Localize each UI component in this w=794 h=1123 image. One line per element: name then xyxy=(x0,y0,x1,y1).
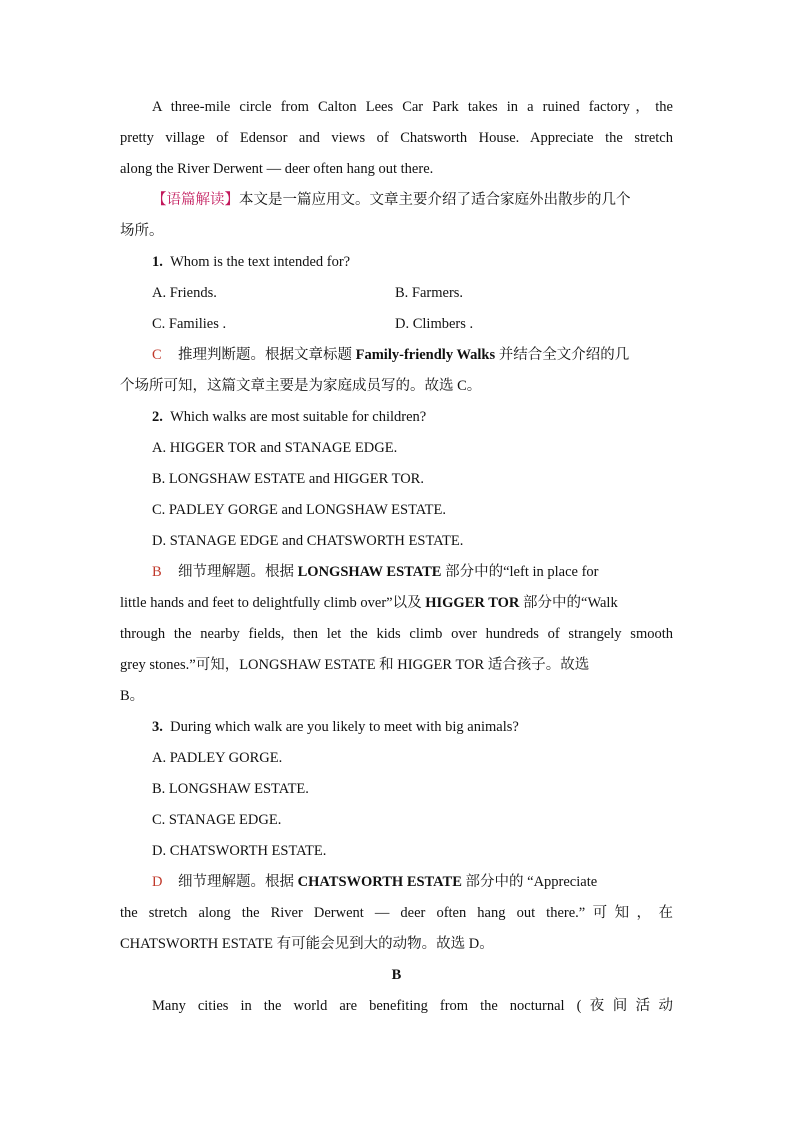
question-1-explanation-pre: 推理判断题。根据文章标题 xyxy=(178,347,352,363)
question-2-option-a: A. HIGGER TOR and STANAGE EDGE. xyxy=(152,440,398,456)
question-3-option-a: A. PADLEY GORGE. xyxy=(152,750,283,766)
question-3-explanation-pre: 细节理解题。根据 xyxy=(178,874,294,890)
passage-line-3: along the River Derwent — deer often hang out there. xyxy=(120,161,434,177)
question-3-number: 3. xyxy=(152,719,163,735)
question-3-stem: During which walk are you likely to meet with big animals? xyxy=(170,719,519,735)
question-2-explanation-line-5: B。 xyxy=(120,688,145,704)
question-1-stem: Whom is the text intended for? xyxy=(170,254,351,270)
question-3-explanation-line-1 xyxy=(120,867,673,898)
passage-line-1: A three-mile circle from Calton Lees Car Park takes in a ruined factory，the xyxy=(152,99,673,115)
question-3-option-d: D. CHATSWORTH ESTATE. xyxy=(152,843,327,859)
question-2-number: 2. xyxy=(152,409,163,425)
question-1-option-d: D. Climbers . xyxy=(395,316,474,332)
document-content xyxy=(120,92,673,1022)
question-2-option-c: C. PADLEY GORGE and LONGSHAW ESTATE. xyxy=(152,502,446,518)
question-2-explanation-line-4: grey stones.”可知，LONGSHAW ESTATE 和 HIGGER TOR 适合孩子。故选 xyxy=(120,657,590,673)
question-2-explanation-bold-1: LONGSHAW ESTATE xyxy=(297,564,442,580)
question-2-explanation-mid: 部分中的“left in place for xyxy=(445,564,599,580)
question-2-explanation-line-3: through the nearby fields, then let the kids climb over hundreds of strangely smooth xyxy=(120,626,673,642)
question-2-option-b: B. LONGSHAW ESTATE and HIGGER TOR. xyxy=(152,471,424,487)
question-3-answer: D xyxy=(152,874,163,890)
question-2-answer: B xyxy=(152,564,162,580)
question-2-explanation-pre: 细节理解题。根据 xyxy=(178,564,294,580)
section-b-line-1: Many cities in the world are benefiting from the nocturnal (夜间活动 xyxy=(152,998,673,1014)
passage-line-2: pretty village of Edensor and views of Chatsworth House. Appreciate the stretch xyxy=(120,130,673,146)
question-1-explanation-line-1 xyxy=(120,340,673,371)
analysis-text: 本文是一篇应用文。文章主要介绍了适合家庭外出散步的几个 xyxy=(239,192,631,208)
question-3 xyxy=(120,712,673,743)
question-3-option-b: B. LONGSHAW ESTATE. xyxy=(152,781,309,797)
question-2-explanation-line-1 xyxy=(120,557,673,588)
question-2-explanation-line-2-post: 部分中的“Walk xyxy=(523,595,618,611)
question-3-explanation-line-2: the stretch along the River Derwent — deer often hang out there.”可知，在 xyxy=(120,905,673,921)
section-b-heading: B xyxy=(391,967,402,983)
question-1-option-c: C. Families . xyxy=(152,316,227,332)
question-2-explanation-line-2 xyxy=(120,588,673,619)
question-3-explanation-line-3: CHATSWORTH ESTATE 有可能会见到大的动物。故选 D。 xyxy=(120,936,494,952)
question-2-explanation-bold-2: HIGGER TOR xyxy=(425,595,520,611)
question-1-explanation-bold: Family-friendly Walks xyxy=(355,347,496,363)
analysis-line-2: 场所。 xyxy=(120,223,164,239)
question-1 xyxy=(120,247,673,278)
analysis-tag: 【语篇解读】 xyxy=(152,192,239,208)
question-1-number: 1. xyxy=(152,254,163,270)
question-2-stem: Which walks are most suitable for children? xyxy=(170,409,427,425)
question-3-option-c: C. STANAGE EDGE. xyxy=(152,812,282,828)
question-2 xyxy=(120,402,673,433)
question-1-explanation-post: 并结合全文介绍的几 xyxy=(498,347,630,363)
question-1-options-row-2 xyxy=(120,309,673,340)
question-1-answer: C xyxy=(152,347,162,363)
question-1-explanation-line-2: 个场所可知，这篇文章主要是为家庭成员写的。故选 C。 xyxy=(120,378,482,394)
analysis-line-1 xyxy=(120,185,673,216)
question-1-option-b: B. Farmers. xyxy=(395,285,464,301)
question-2-option-d: D. STANAGE EDGE and CHATSWORTH ESTATE. xyxy=(152,533,464,549)
question-3-explanation-bold: CHATSWORTH ESTATE xyxy=(297,874,462,890)
question-3-explanation-post: 部分中的 “Appreciate xyxy=(465,874,598,890)
question-2-explanation-line-2-pre: little hands and feet to delightfully climb over”以及 xyxy=(120,595,422,611)
question-1-options-row-1 xyxy=(120,278,673,309)
question-1-option-a: A. Friends. xyxy=(152,285,217,301)
